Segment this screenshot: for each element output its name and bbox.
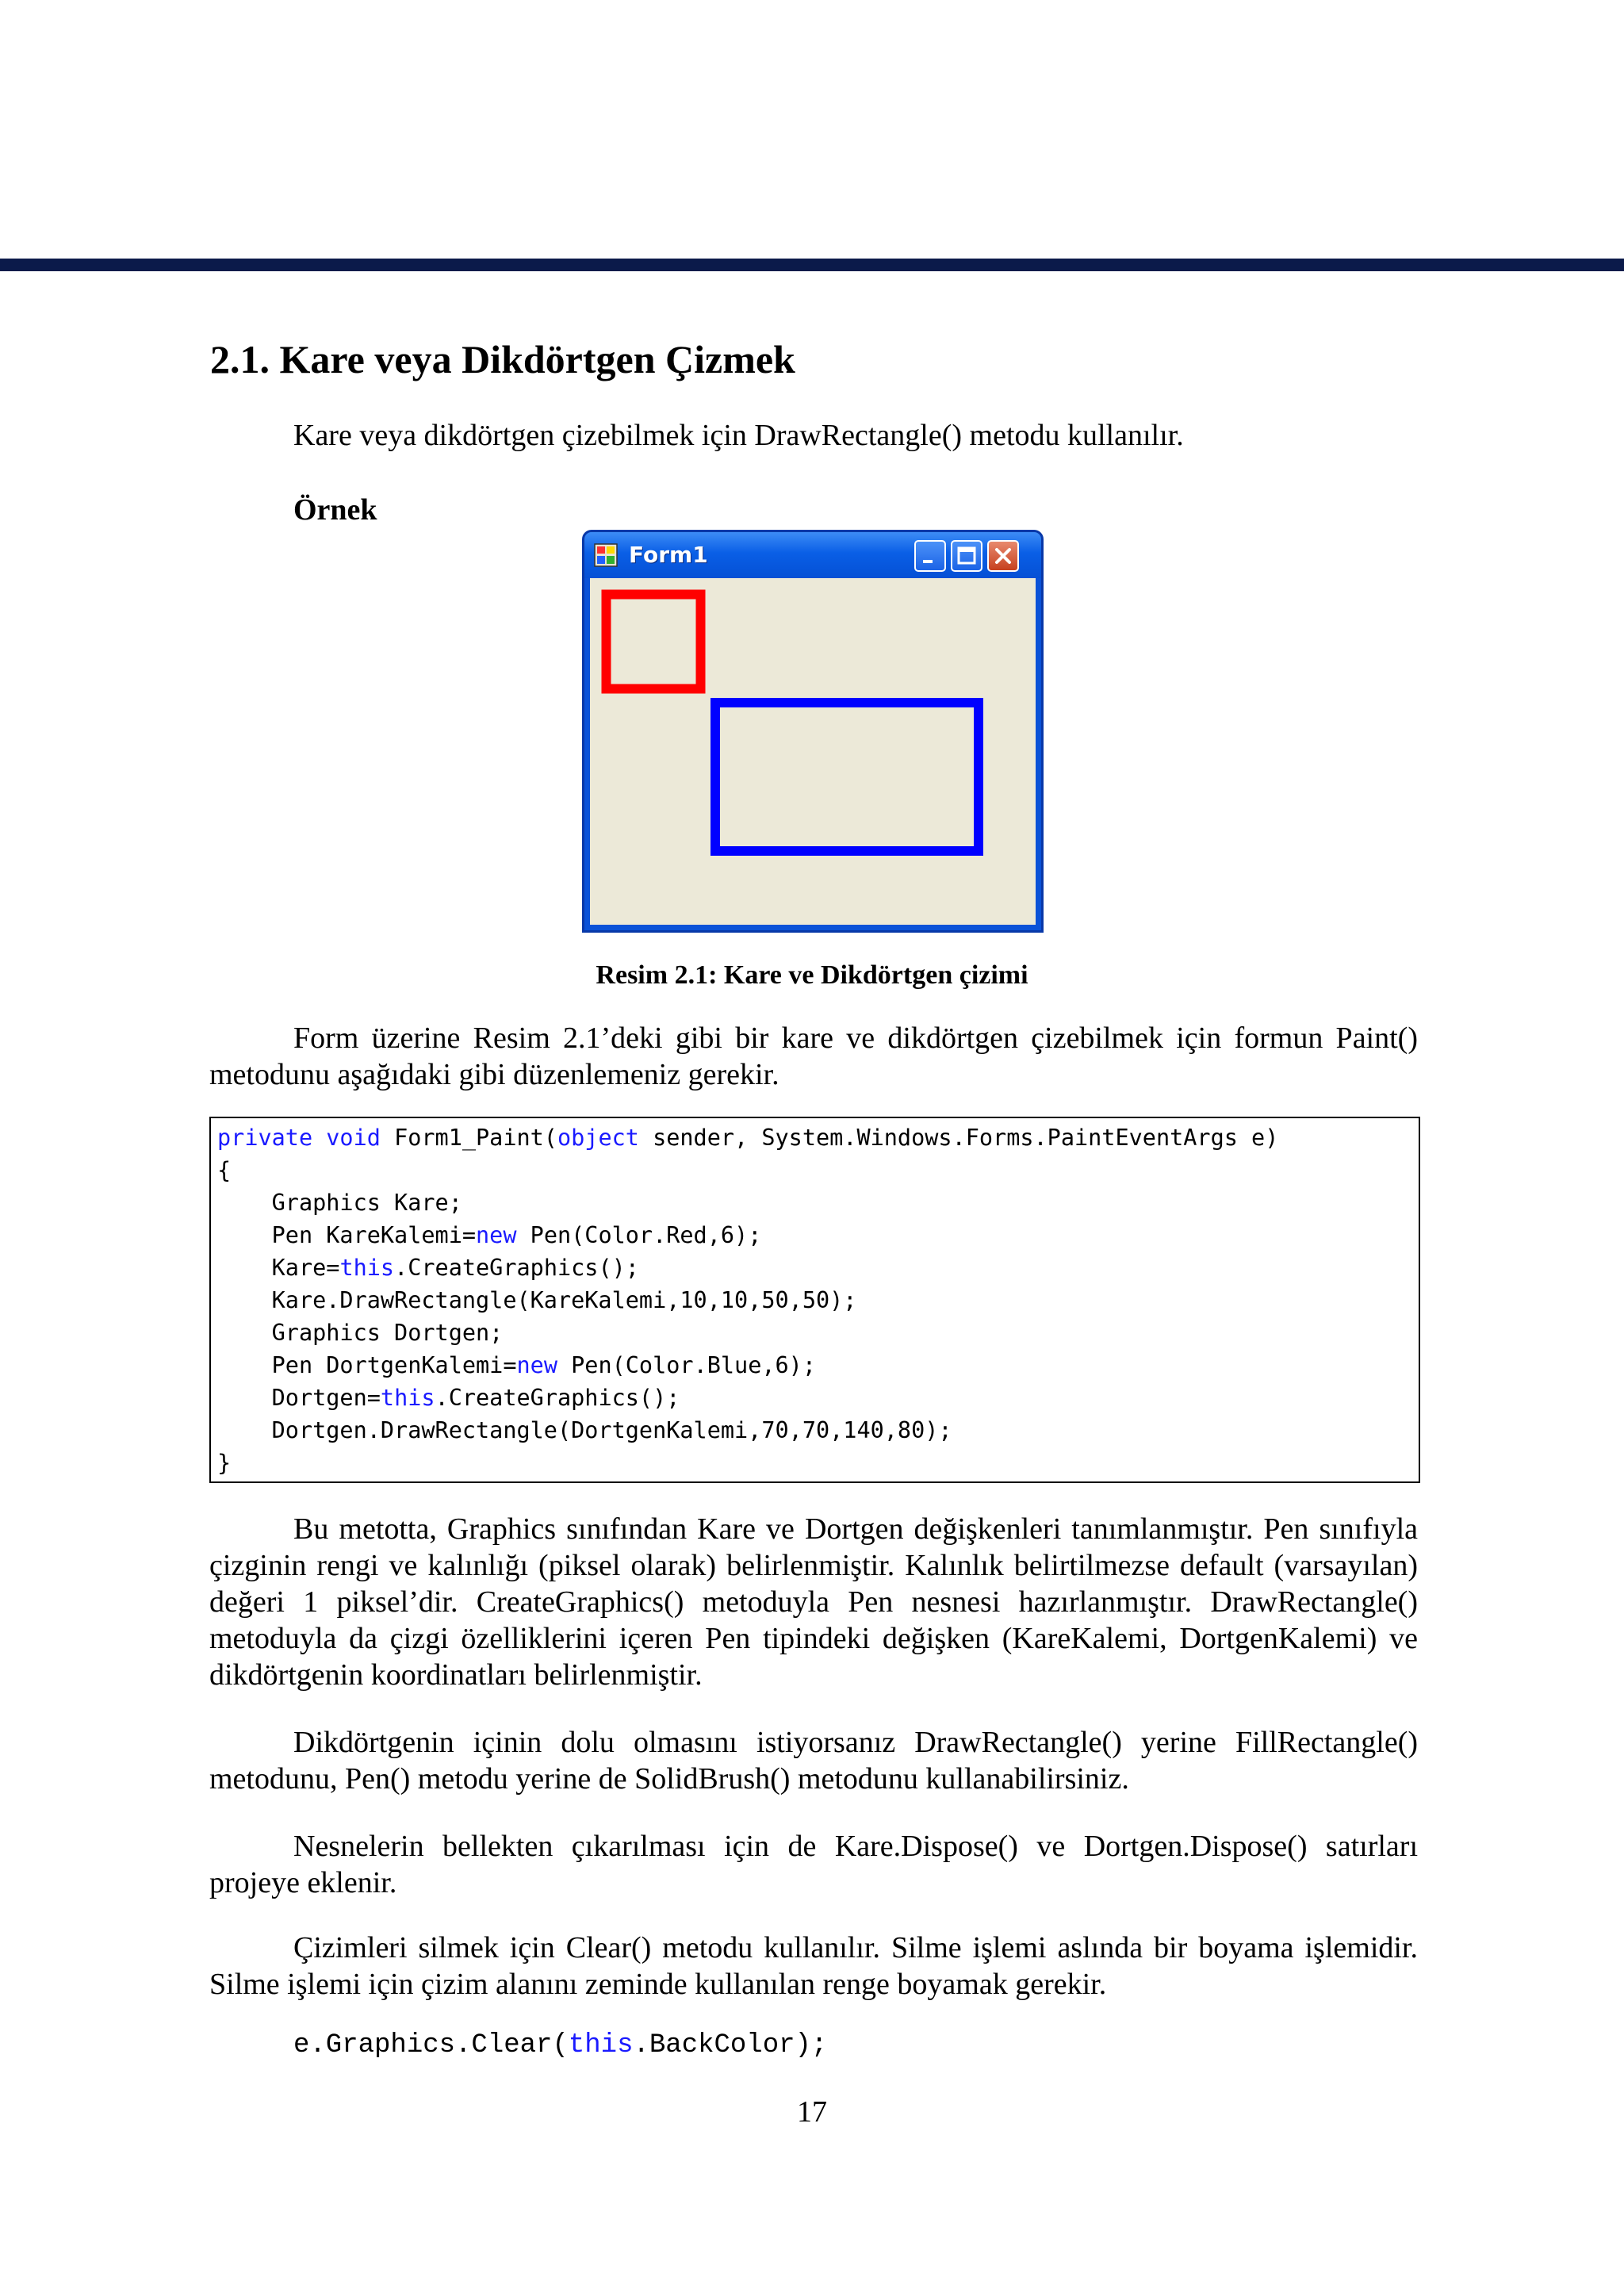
code-line: Graphics Dortgen;	[217, 1320, 504, 1346]
blue-rectangle	[715, 703, 979, 851]
maximize-button[interactable]	[951, 540, 982, 572]
code-line: Dortgen.DrawRectangle(DortgenKalemi,70,70,140,80);	[217, 1417, 952, 1443]
code-line: Graphics Kare;	[217, 1190, 462, 1216]
code-line: private void Form1_Paint(object sender, System.Windows.Forms.PaintEventArgs e)	[217, 1125, 1279, 1151]
close-icon	[989, 542, 1017, 570]
code-block	[209, 1117, 1420, 1483]
example-label: Örnek	[293, 493, 377, 527]
form1-window	[582, 530, 1044, 933]
code-snippet: e.Graphics.Clear(this.BackColor);	[293, 2030, 828, 2060]
paragraph-clear: Çizimleri silmek için Clear() metodu kullanılır. Silme işlemi aslında bir boyama işlemidir. Silme işlemi için çizim alanını zeminde kullanılan renge boyamak gerekir.	[209, 1931, 1418, 2001]
code-line: {	[217, 1157, 232, 1183]
code-line: Kare.DrawRectangle(KareKalemi,10,10,50,50);	[217, 1287, 857, 1313]
paragraph-dispose: Nesnelerin bellekten çıkarılması için de Kare.Dispose() ve Dortgen.Dispose() satırları projeye eklenir.	[209, 1830, 1418, 1899]
close-button[interactable]	[987, 540, 1019, 572]
code-line: Pen KareKalemi=new Pen(Color.Red,6);	[217, 1222, 762, 1248]
window-title: Form1	[629, 542, 708, 568]
code-line: }	[217, 1450, 232, 1476]
form-client-area	[590, 578, 1036, 925]
figure-caption: Resim 2.1: Kare ve Dikdörtgen çizimi	[596, 960, 1028, 990]
code-line: Kare=this.CreateGraphics();	[217, 1255, 639, 1281]
section-heading: 2.1. Kare veya Dikdörtgen Çizmek	[210, 337, 795, 381]
app-icon	[594, 543, 618, 567]
maximize-icon	[952, 542, 981, 570]
page-number: 17	[797, 2095, 827, 2129]
code-line: Dortgen=this.CreateGraphics();	[217, 1385, 680, 1411]
intro-text: Kare veya dikdörtgen çizebilmek için DrawRectangle() metodu kullanılır.	[293, 419, 1184, 452]
minimize-icon	[916, 542, 944, 570]
header-rule	[0, 259, 1624, 271]
red-square	[607, 595, 701, 689]
paragraph-fill: Dikdörtgenin içinin dolu olmasını istiyorsanız DrawRectangle() yerine FillRectangle() metodunu, Pen() metodu yerine de SolidBrush() metodunu kullanabilirsiniz.	[209, 1726, 1418, 1796]
code-line: Pen DortgenKalemi=new Pen(Color.Blue,6);	[217, 1352, 816, 1378]
paragraph-before-code: Form üzerine Resim 2.1’deki gibi bir kare ve dikdörtgen çizebilmek için formun Paint() metodunu aşağıdaki gibi düzenlemeniz gerekir.	[209, 1021, 1418, 1091]
window-titlebar	[584, 532, 1041, 578]
minimize-button[interactable]	[914, 540, 946, 572]
paragraph-explanation: Bu metotta, Graphics sınıfından Kare ve Dortgen değişkenleri tanımlanmıştır. Pen sınıfıyla çizginin rengi ve kalınlığı (piksel olarak) belirlenmiştir. Kalınlık belirtilmezse default (varsayılan) değeri 1 piksel’dir. CreateGraphics() metoduyla Pen nesnesi hazırlanmıştır. DrawRectangle() metoduyla da çizgi özelliklerini içeren Pen tipindeki değişken (KareKalemi, DortgenKalemi) ve dikdörtgenin koordinatları belirlenmiştir.	[209, 1512, 1418, 1692]
